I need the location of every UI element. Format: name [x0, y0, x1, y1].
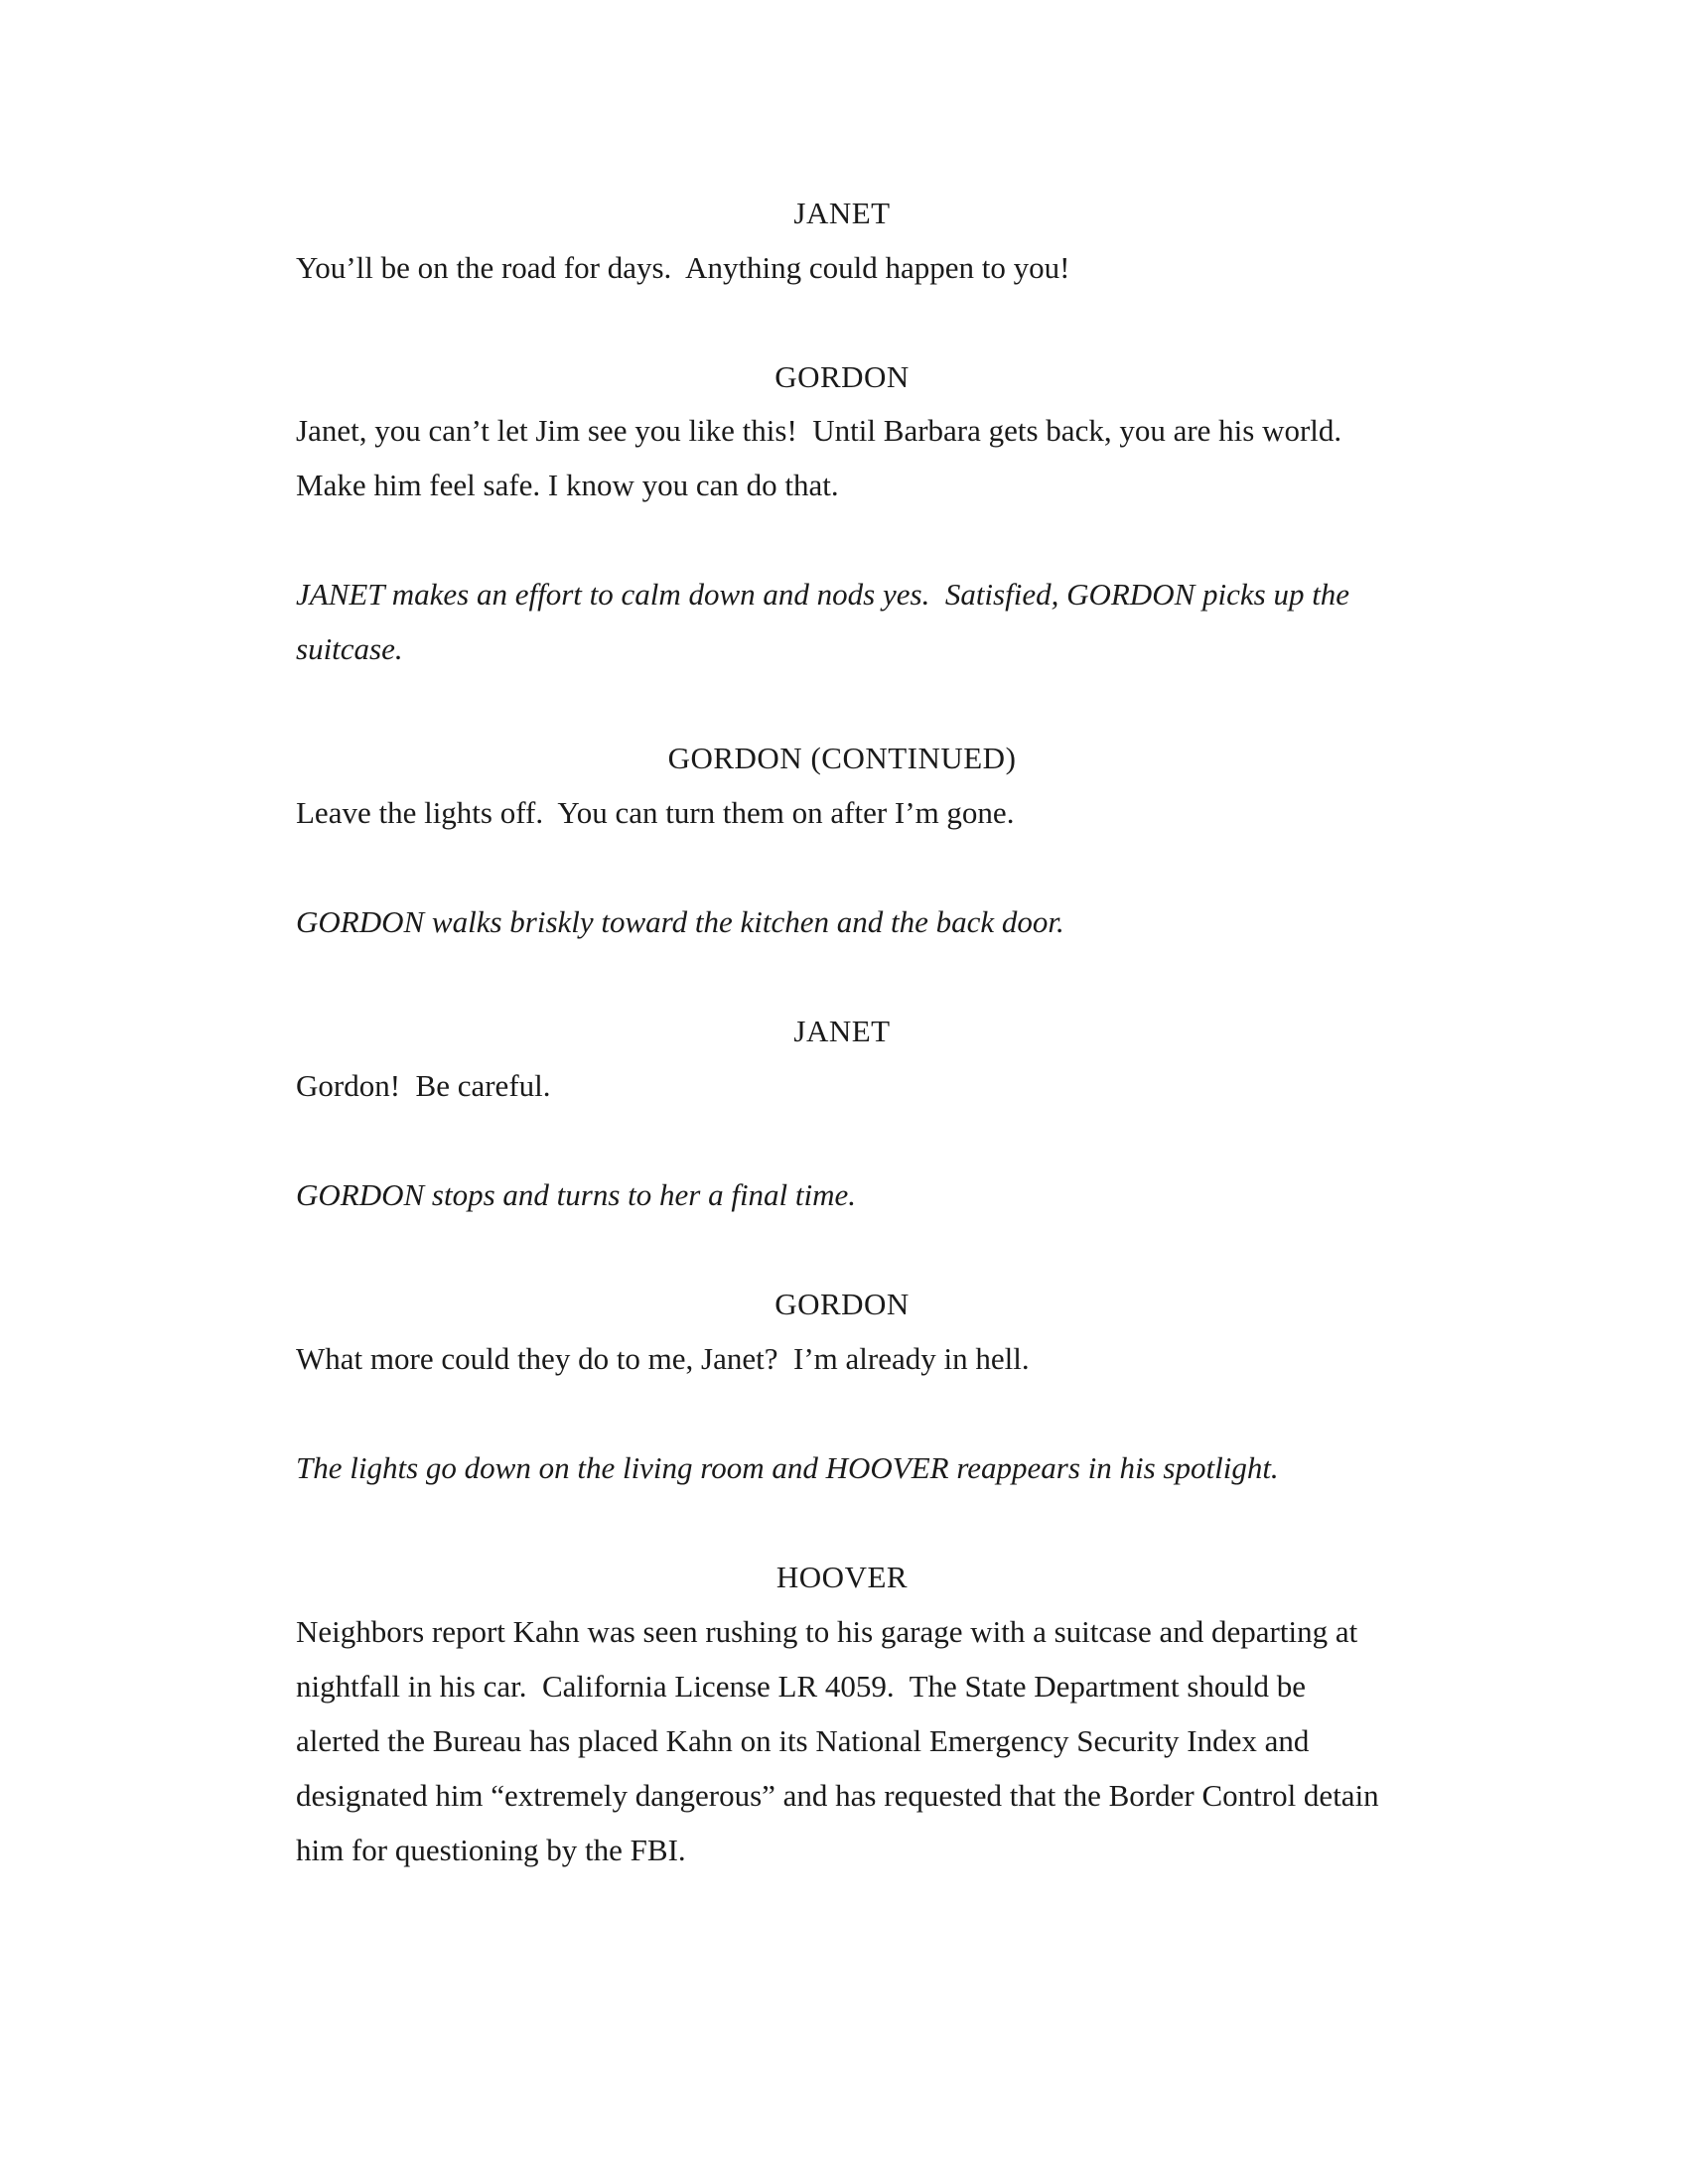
speaker-gordon: GORDON	[774, 359, 910, 394]
speaker-gordon-continued: GORDON (CONTINUED)	[667, 741, 1017, 775]
dialogue-gordon-hell: What more could they do to me, Janet? I’m already in hell.	[296, 1341, 1030, 1376]
dialogue-gordon-lights: Leave the lights off. You can turn them on after I’m gone.	[296, 795, 1015, 830]
dialogue-gordon-jim: Janet, you can’t let Jim see you like this! Until Barbara gets back, you are his world. Make him feel safe. I know you can do that.	[296, 413, 1357, 502]
speaker-gordon: GORDON	[774, 1287, 910, 1321]
dialogue-janet-road: You’ll be on the road for days. Anything could happen to you!	[296, 250, 1070, 285]
stage-direction-janet-calms: JANET makes an effort to calm down and nods yes. Satisfied, GORDON picks up the suitcase.	[296, 577, 1357, 666]
stage-direction-gordon-walks: GORDON walks briskly toward the kitchen and the back door.	[296, 904, 1064, 939]
stage-direction-gordon-stops: GORDON stops and turns to her a final time.	[296, 1177, 857, 1212]
dialogue-janet-careful: Gordon! Be careful.	[296, 1068, 551, 1103]
speaker-hoover: HOOVER	[775, 1560, 909, 1594]
dialogue-hoover-report: Neighbors report Kahn was seen rushing to his garage with a suitcase and departing at nightfall in his car. California License LR 4059. The State Department should be alerted the Bureau has placed Kahn on its National Emergency Security Index and designated him “extremely dangerous” and has requested that the Border Control detain him for questioning by the FBI.	[296, 1614, 1387, 1867]
stage-direction-lights-down: The lights go down on the living room and HOOVER reappears in his spotlight.	[296, 1450, 1279, 1485]
speaker-janet: JANET	[793, 196, 891, 230]
speaker-janet: JANET	[793, 1014, 891, 1048]
